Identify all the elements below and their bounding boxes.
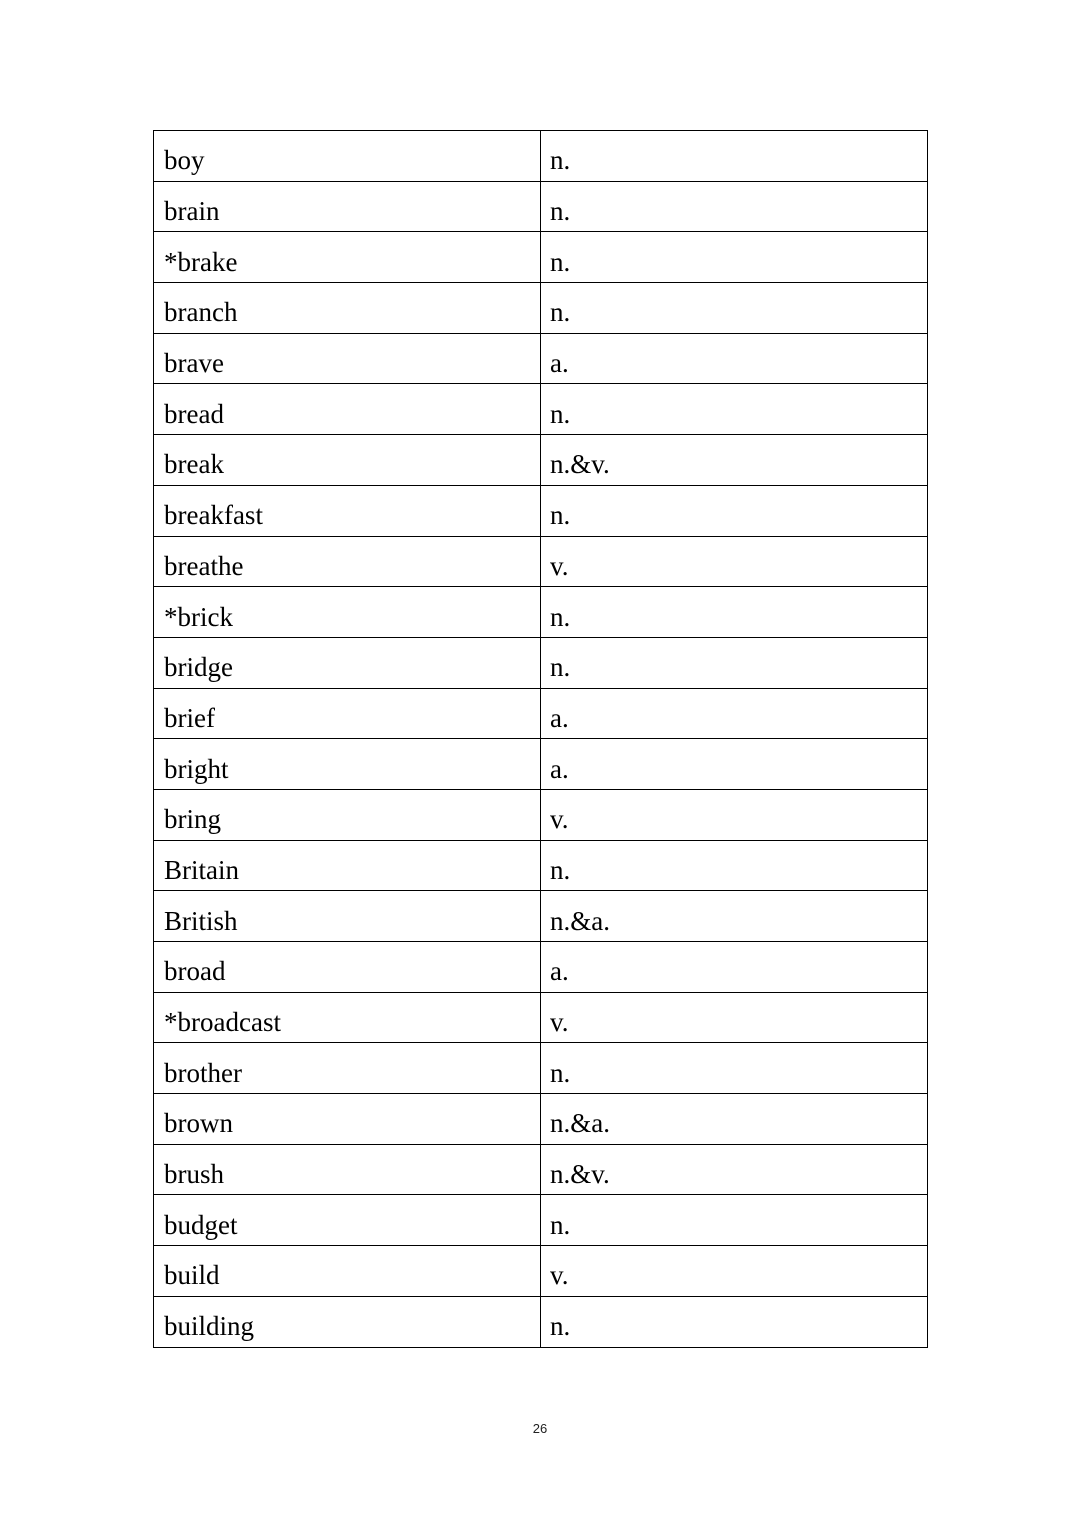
word-cell [154,942,541,993]
table-row [154,1043,928,1094]
word-text: brother [164,1057,242,1088]
part-of-speech-cell [541,1195,928,1246]
word-text: bridge [164,652,233,683]
word-cell [154,181,541,232]
part-of-speech-cell [541,131,928,182]
word-text: boy [164,145,205,176]
part-of-speech-text: n. [550,246,571,277]
word-text: brush [164,1159,224,1190]
part-of-speech-cell [541,485,928,536]
word-text: brave [164,348,224,379]
part-of-speech-cell [541,739,928,790]
word-text: breakfast [164,500,263,531]
part-of-speech-cell [541,1043,928,1094]
part-of-speech-text: n. [550,196,571,227]
table-row [154,333,928,384]
part-of-speech-text: n. [550,601,571,632]
word-cell [154,891,541,942]
word-text: Britain [164,854,239,885]
word-cell [154,840,541,891]
part-of-speech-text: v. [550,550,569,581]
part-of-speech-text: n.&a. [550,905,610,936]
table-row [154,992,928,1043]
word-cell [154,384,541,435]
word-cell [154,131,541,182]
word-text: brain [164,196,220,227]
vocabulary-table [153,130,928,1348]
part-of-speech-text: a. [550,702,569,733]
table-row [154,1246,928,1297]
part-of-speech-text: v. [550,804,569,835]
word-cell [154,333,541,384]
part-of-speech-cell [541,688,928,739]
word-cell [154,232,541,283]
part-of-speech-cell [541,181,928,232]
table-row [154,840,928,891]
part-of-speech-text: a. [550,348,569,379]
part-of-speech-cell [541,1144,928,1195]
word-text: *brake [164,246,238,277]
word-cell [154,992,541,1043]
part-of-speech-text: n. [550,652,571,683]
table-row [154,942,928,993]
part-of-speech-text: v. [550,1007,569,1038]
table-row [154,891,928,942]
word-cell [154,1246,541,1297]
part-of-speech-cell [541,1296,928,1347]
word-text: bring [164,804,221,835]
word-cell [154,1144,541,1195]
table-row [154,131,928,182]
word-cell [154,283,541,334]
table-row [154,232,928,283]
word-cell [154,739,541,790]
part-of-speech-cell [541,789,928,840]
part-of-speech-text: v. [550,1260,569,1291]
part-of-speech-text: n.&v. [550,449,610,480]
part-of-speech-cell [541,283,928,334]
word-cell [154,1195,541,1246]
word-cell [154,1296,541,1347]
table-row [154,1094,928,1145]
part-of-speech-text: n. [550,145,571,176]
table-row [154,1195,928,1246]
part-of-speech-text: n. [550,500,571,531]
word-text: budget [164,1209,238,1240]
word-text: British [164,905,238,936]
part-of-speech-cell [541,384,928,435]
word-text: build [164,1260,220,1291]
word-text: break [164,449,224,480]
word-text: brown [164,1108,233,1139]
part-of-speech-text: n. [550,398,571,429]
part-of-speech-cell [541,637,928,688]
part-of-speech-text: a. [550,753,569,784]
word-cell [154,1094,541,1145]
table-row [154,688,928,739]
part-of-speech-cell [541,1094,928,1145]
table-row [154,789,928,840]
part-of-speech-cell [541,942,928,993]
part-of-speech-text: n. [550,1209,571,1240]
table-row [154,283,928,334]
table-row [154,637,928,688]
table-row [154,435,928,486]
part-of-speech-text: a. [550,956,569,987]
page-number: 26 [532,1421,548,1436]
word-text: building [164,1311,255,1342]
word-cell [154,789,541,840]
table-row [154,181,928,232]
part-of-speech-text: n.&v. [550,1159,610,1190]
table-row [154,739,928,790]
part-of-speech-cell [541,232,928,283]
part-of-speech-cell [541,333,928,384]
word-text: broad [164,956,226,987]
part-of-speech-text: n. [550,1057,571,1088]
word-text: brief [164,702,215,733]
table-row [154,536,928,587]
table-row [154,1296,928,1347]
part-of-speech-cell [541,891,928,942]
part-of-speech-text: n. [550,854,571,885]
word-text: branch [164,297,238,328]
word-text: *broadcast [164,1007,281,1038]
vocabulary-table-body [154,131,928,1348]
word-cell [154,587,541,638]
part-of-speech-text: n. [550,297,571,328]
part-of-speech-text: n. [550,1311,571,1342]
word-text: *brick [164,601,233,632]
table-row [154,587,928,638]
word-text: bright [164,753,229,784]
word-cell [154,1043,541,1094]
table-row [154,384,928,435]
table-row [154,485,928,536]
word-cell [154,688,541,739]
part-of-speech-cell [541,840,928,891]
word-cell [154,485,541,536]
part-of-speech-cell [541,587,928,638]
part-of-speech-text: n.&a. [550,1108,610,1139]
table-row [154,1144,928,1195]
word-text: breathe [164,550,244,581]
part-of-speech-cell [541,992,928,1043]
word-cell [154,536,541,587]
part-of-speech-cell [541,536,928,587]
word-cell [154,637,541,688]
word-text: bread [164,398,224,429]
part-of-speech-cell [541,435,928,486]
part-of-speech-cell [541,1246,928,1297]
word-cell [154,435,541,486]
